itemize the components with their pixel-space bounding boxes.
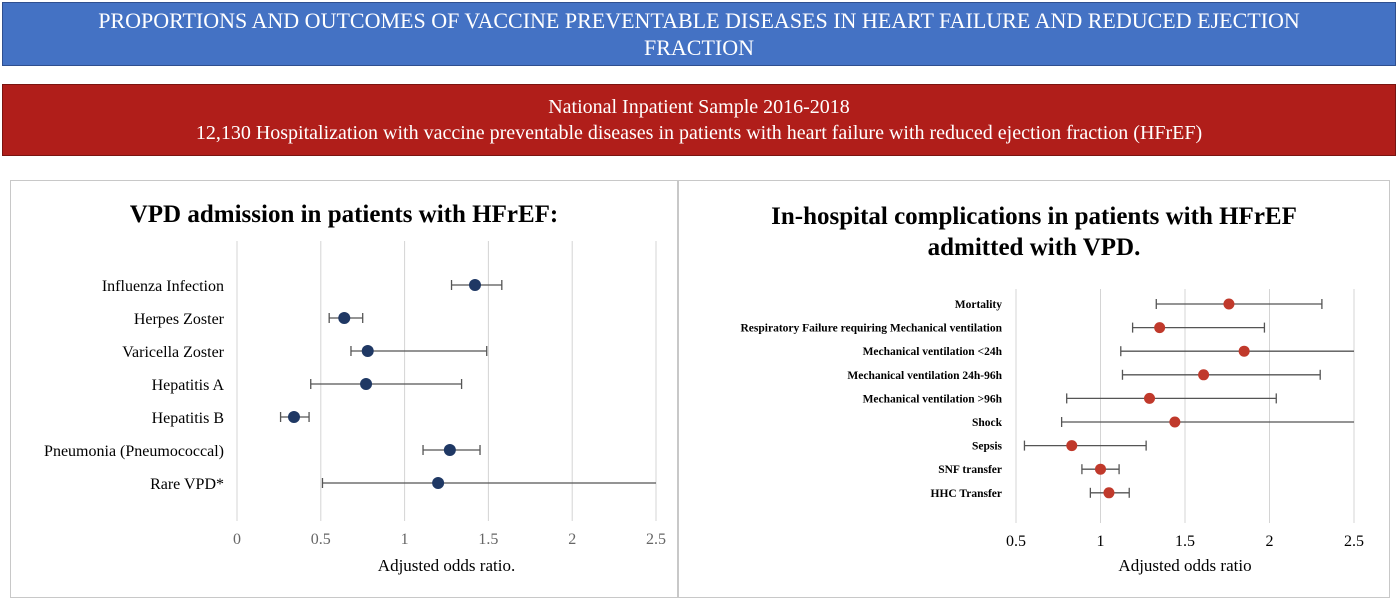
left-x-tick-label: 1 (400, 531, 409, 548)
left-forest-plot (11, 181, 679, 599)
left-point-estimate (469, 279, 481, 291)
left-category-label: Hepatitis B (151, 410, 224, 427)
subheader-line-2: 12,130 Hospitalization with vaccine preventable diseases in patients with heart failure with reduced ejection fraction (HFrEF) (195, 122, 1203, 144)
right-point-estimate (1095, 464, 1106, 475)
subheader-banner (2, 84, 1396, 156)
right-x-tick-label: 1.5 (1175, 533, 1195, 550)
left-x-tick-label: 2 (568, 531, 577, 548)
right-x-tick-label: 1 (1096, 533, 1105, 550)
left-x-tick-label: 2.5 (646, 531, 666, 548)
left-point-estimate (288, 411, 300, 423)
right-point-estimate (1154, 322, 1165, 333)
left-category-label: Varicella Zoster (122, 344, 224, 361)
left-point-estimate (338, 312, 350, 324)
right-x-tick-label: 2.5 (1344, 533, 1364, 550)
left-x-tick-label: 0.5 (310, 531, 331, 548)
left-category-label: Hepatitis A (151, 377, 224, 394)
right-point-estimate (1144, 393, 1155, 404)
header-title: PROPORTIONS AND OUTCOMES OF VACCINE PREVENTABLE DISEASES IN HEART FAILURE AND REDUCED EJECTION FRACTION (98, 8, 1300, 60)
left-chart-panel (10, 180, 678, 598)
right-point-estimate (1066, 440, 1077, 451)
right-point-estimate (1103, 487, 1114, 498)
left-x-tick-label: 0 (233, 531, 241, 548)
right-chart-title: In-hospital complications in patients with HFrEF admitted with VPD. (771, 203, 1297, 261)
left-x-tick-label: 1.5 (478, 531, 499, 548)
left-point-estimate (362, 345, 374, 357)
right-category-label: Sepsis (971, 440, 1002, 453)
left-x-axis-label: Adjusted odds ratio. (377, 556, 516, 575)
left-category-label: Pneumonia (Pneumococcal) (44, 443, 224, 460)
header-banner (2, 2, 1396, 66)
right-category-label: Mechanical ventilation >96h (862, 393, 1002, 406)
right-x-axis-label: Adjusted odds ratio (1118, 556, 1252, 575)
left-category-label: Influenza Infection (101, 278, 224, 295)
left-chart-title: VPD admission in patients with HFrEF: (129, 201, 559, 228)
left-point-estimate (360, 378, 372, 390)
right-chart-panel (678, 180, 1390, 598)
left-category-label: Rare VPD* (150, 476, 224, 493)
subheader-line-1: National Inpatient Sample 2016-2018 (548, 96, 850, 118)
right-category-label: Mechanical ventilation 24h-96h (847, 369, 1002, 382)
left-point-estimate (432, 477, 444, 489)
right-category-label: Mechanical ventilation <24h (862, 346, 1002, 359)
left-category-label: Herpes Zoster (133, 311, 224, 328)
right-x-tick-label: 2 (1265, 533, 1274, 550)
right-point-estimate (1223, 299, 1234, 310)
left-point-estimate (444, 444, 456, 456)
right-forest-plot (679, 181, 1391, 599)
right-category-label: Respiratory Failure requiring Mechanical ventilation (740, 322, 1002, 335)
right-category-label: HHC Transfer (930, 487, 1002, 500)
right-point-estimate (1169, 417, 1180, 428)
right-category-label: Shock (971, 417, 1002, 429)
right-category-label: Mortality (954, 299, 1002, 311)
right-category-label: SNF transfer (938, 464, 1002, 477)
right-point-estimate (1198, 369, 1209, 380)
right-x-tick-label: 0.5 (1006, 533, 1026, 550)
right-point-estimate (1239, 346, 1250, 357)
